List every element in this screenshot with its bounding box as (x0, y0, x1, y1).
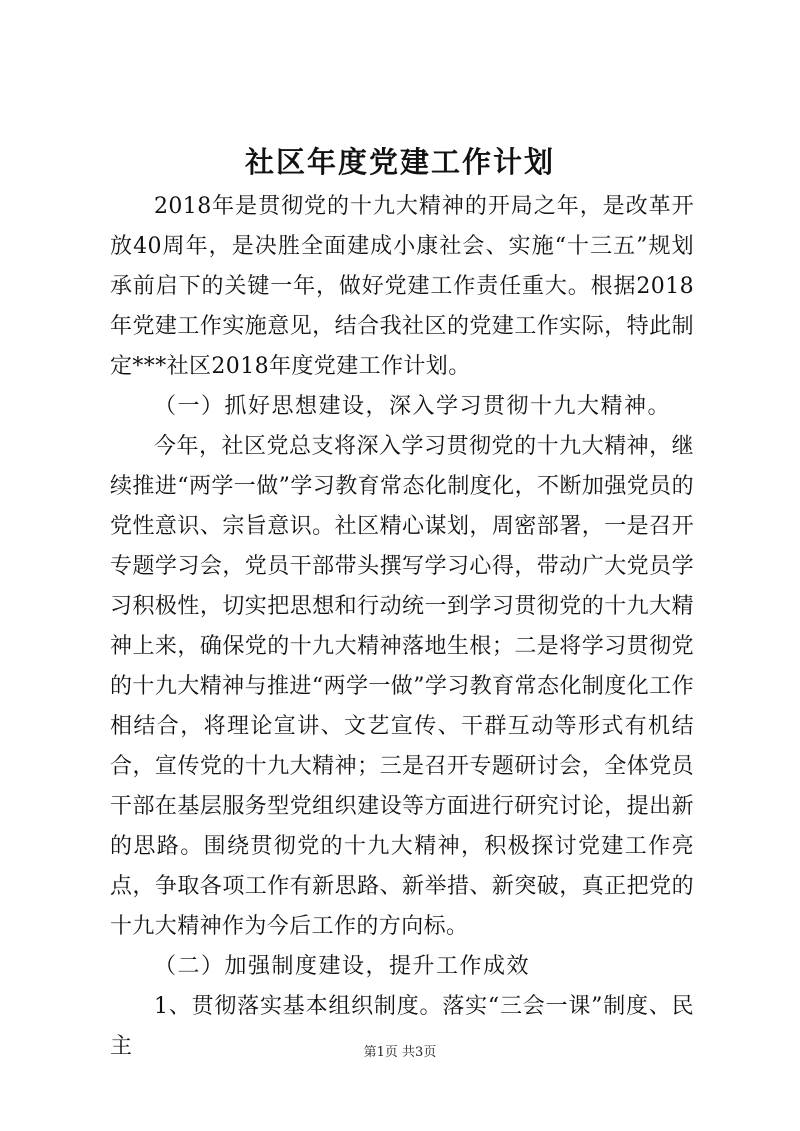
section-heading-2: （二）加强制度建设，提升工作成效 (154, 954, 531, 979)
section-2-paragraph: 1、贯彻落实基本组织制度。落实“三会一课”制度、民主 (110, 994, 694, 1059)
page-number-footer: 第1页 共3页 (363, 1045, 437, 1060)
section-heading-1: （一）抓好思想建设，深入学习贯彻十九大精神。 (154, 394, 672, 419)
document-body (110, 187, 694, 1067)
document-title: 社区年度党建工作计划 (244, 145, 555, 179)
section-1-paragraph: 今年，社区党总支将深入学习贯彻党的十九大精神，继续推进“两学一做”学习教育常态化制度化，不断加强党员的党性意识、宗旨意识。社区精心谋划，周密部署，一是召开专题学习会，党员干部带头撰写学习心得，带动广大党员学习积极性，切实把思想和行动统一到学习贯彻党的十九大精神上来，确保党的十九大精神落地生根；二是将学习贯彻党的十九大精神与推进“两学一做”学习教育常态化制度化工作相结合，将理论宣讲、文艺宣传、干群互动等形式有机结合，宣传党的十九大精神；三是召开专题研讨会，全体党员干部在基层服务型党组织建设等方面进行研究讨论，提出新的思路。围绕贯彻党的十九大精神，积极探讨党建工作亮点，争取各项工作有新思路、新举措、新突破，真正把党的十九大精神作为今后工作的方向标。 (110, 434, 694, 939)
intro-paragraph: 2018年是贯彻党的十九大精神的开局之年，是改革开放40周年，是决胜全面建成小康社会、实施“十三五”规划承前启下的关键一年，做好党建工作责任重大。根据2018年党建工作实施意见，结合我社区的党建工作实际，特此制定***社区2018年度党建工作计划。 (110, 194, 694, 379)
